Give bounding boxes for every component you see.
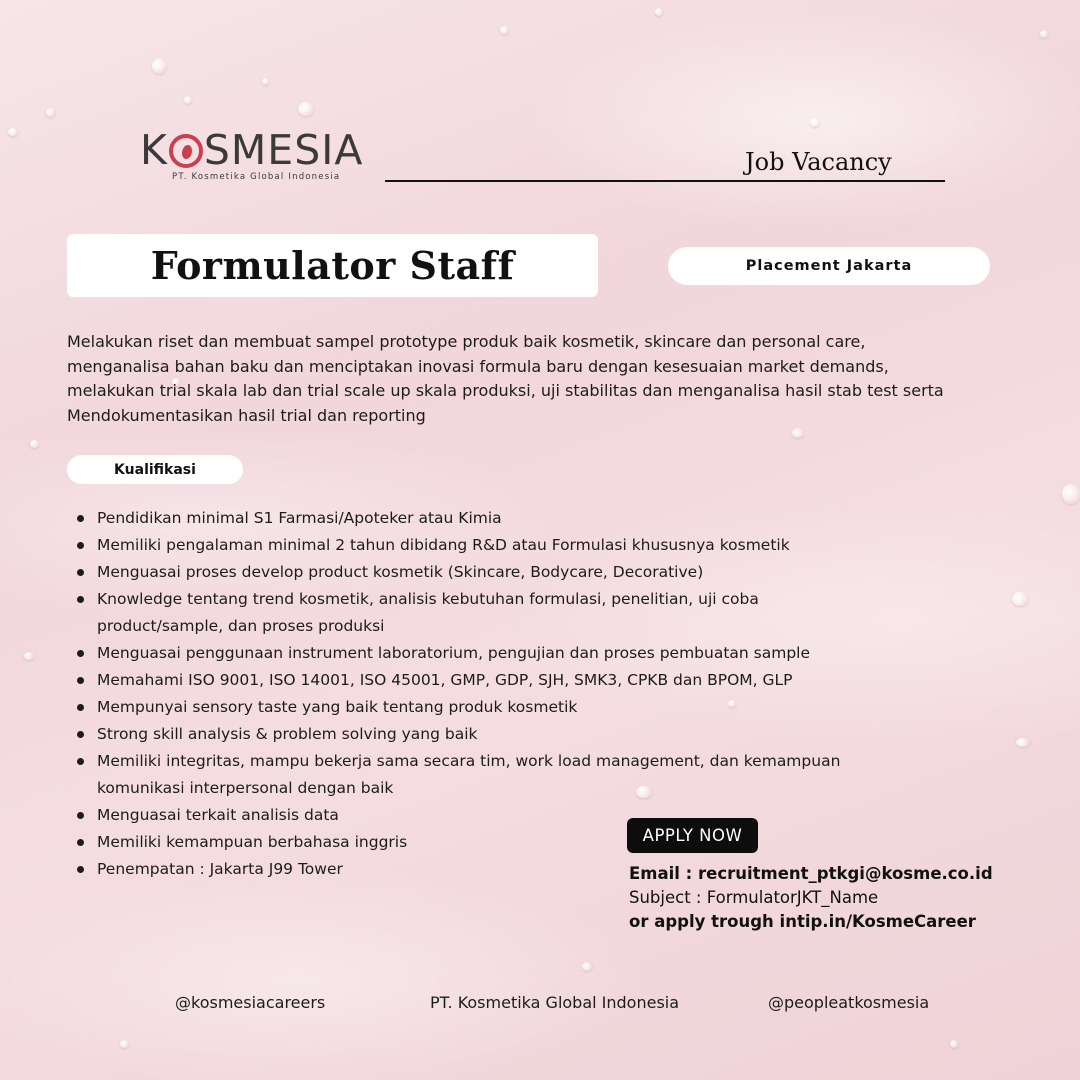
qualifications-heading: Kualifikasi (114, 461, 196, 478)
apply-email[interactable]: Email : recruitment_ptkgi@kosme.co.id (629, 864, 993, 883)
apply-now-label: APPLY NOW (642, 826, 743, 845)
description-line: Mendokumentasikan hasil trial dan reporting (67, 405, 426, 425)
job-vacancy-label: Job Vacancy (745, 148, 892, 176)
qualifications-heading-pill (67, 455, 243, 484)
placement-label: Placement Jakarta (745, 258, 913, 274)
qualification-item (75, 559, 935, 586)
bullet-icon (77, 569, 84, 576)
apply-subject: Subject : FormulatorJKT_Name (629, 888, 879, 907)
qualification-text: Mempunyai sensory taste yang baik tentang produk kosmetik (97, 698, 578, 716)
job-description (67, 330, 1002, 428)
qualification-text: Pendidikan minimal S1 Farmasi/Apoteker atau Kimia (97, 509, 502, 527)
description-line: menganalisa bahan baku dan menciptakan inovasi formula baru dengan kesesuaian market demands, (67, 356, 889, 376)
qualification-text: Memiliki pengalaman minimal 2 tahun dibidang R&D atau Formulasi khususnya kosmetik (97, 536, 790, 554)
qualification-item (75, 505, 935, 532)
qualification-text: Memiliki kemampuan berbahasa inggris (97, 833, 408, 851)
qualification-text: Knowledge tentang trend kosmetik, analisis kebutuhan formulasi, penelitian, uji coba (97, 590, 759, 608)
bullet-icon (77, 677, 84, 684)
bullet-icon (77, 866, 84, 873)
kosmesia-logo (140, 128, 380, 184)
bullet-icon (77, 515, 84, 522)
qualification-item (75, 640, 935, 667)
footer-instagram-people[interactable]: @peopleatkosmesia (768, 993, 930, 1012)
logo-wordmark: K SMESIA (140, 126, 364, 174)
description-line: melakukan trial skala lab dan trial scale up skala produksi, uji stabilitas dan menganalisa hasil stab test serta (67, 381, 944, 400)
bullet-icon (77, 542, 84, 549)
bullet-icon (77, 758, 84, 765)
qualification-item (75, 532, 935, 559)
job-title-card (67, 234, 598, 297)
bullet-icon (77, 596, 84, 603)
apply-now-button[interactable] (627, 818, 758, 853)
qualification-item (75, 694, 935, 721)
qualification-text: Penempatan : Jakarta J99 Tower (97, 860, 343, 878)
qualification-item (75, 667, 935, 694)
job-title: Formulator Staff (150, 243, 515, 288)
footer-company-name: PT. Kosmetika Global Indonesia (430, 993, 680, 1012)
footer-instagram-careers[interactable]: @kosmesiacareers (175, 993, 326, 1012)
qualification-text: Memiliki integritas, mampu bekerja sama secara tim, work load management, dan kemampuan (97, 752, 841, 770)
apply-alt-link[interactable]: or apply trough intip.in/KosmeCareer (629, 912, 976, 931)
placement-badge (668, 247, 990, 285)
bullet-icon (77, 704, 84, 711)
bullet-icon (77, 839, 84, 846)
qualification-item (75, 748, 935, 802)
qualifications-list (75, 505, 935, 883)
qualification-text: Menguasai proses develop product kosmetik (Skincare, Bodycare, Decorative) (97, 563, 704, 581)
logo-drop-icon (169, 134, 203, 168)
qualification-text: Memahami ISO 9001, ISO 14001, ISO 45001, GMP, GDP, SJH, SMK3, CPKB dan BPOM, GLP (97, 671, 793, 689)
apply-contact-info (629, 862, 993, 934)
qualification-item (75, 802, 935, 829)
qualification-text: Menguasai terkait analisis data (97, 806, 339, 824)
qualification-text: Strong skill analysis & problem solving yang baik (97, 725, 478, 743)
qualification-text-continued: komunikasi interpersonal dengan baik (97, 779, 394, 797)
description-line: Melakukan riset dan membuat sampel prototype produk baik kosmetik, skincare dan personal care, (67, 332, 866, 351)
logo-subtitle: PT. Kosmetika Global Indonesia (172, 172, 341, 182)
qualification-item (75, 829, 935, 856)
qualification-item (75, 721, 935, 748)
bullet-icon (77, 650, 84, 657)
qualification-text-continued: product/sample, dan proses produksi (97, 617, 385, 635)
bullet-icon (77, 812, 84, 819)
qualification-item (75, 586, 935, 640)
bullet-icon (77, 731, 84, 738)
qualification-text: Menguasai penggunaan instrument laboratorium, pengujian dan proses pembuatan sample (97, 644, 811, 662)
header-divider (385, 180, 945, 182)
